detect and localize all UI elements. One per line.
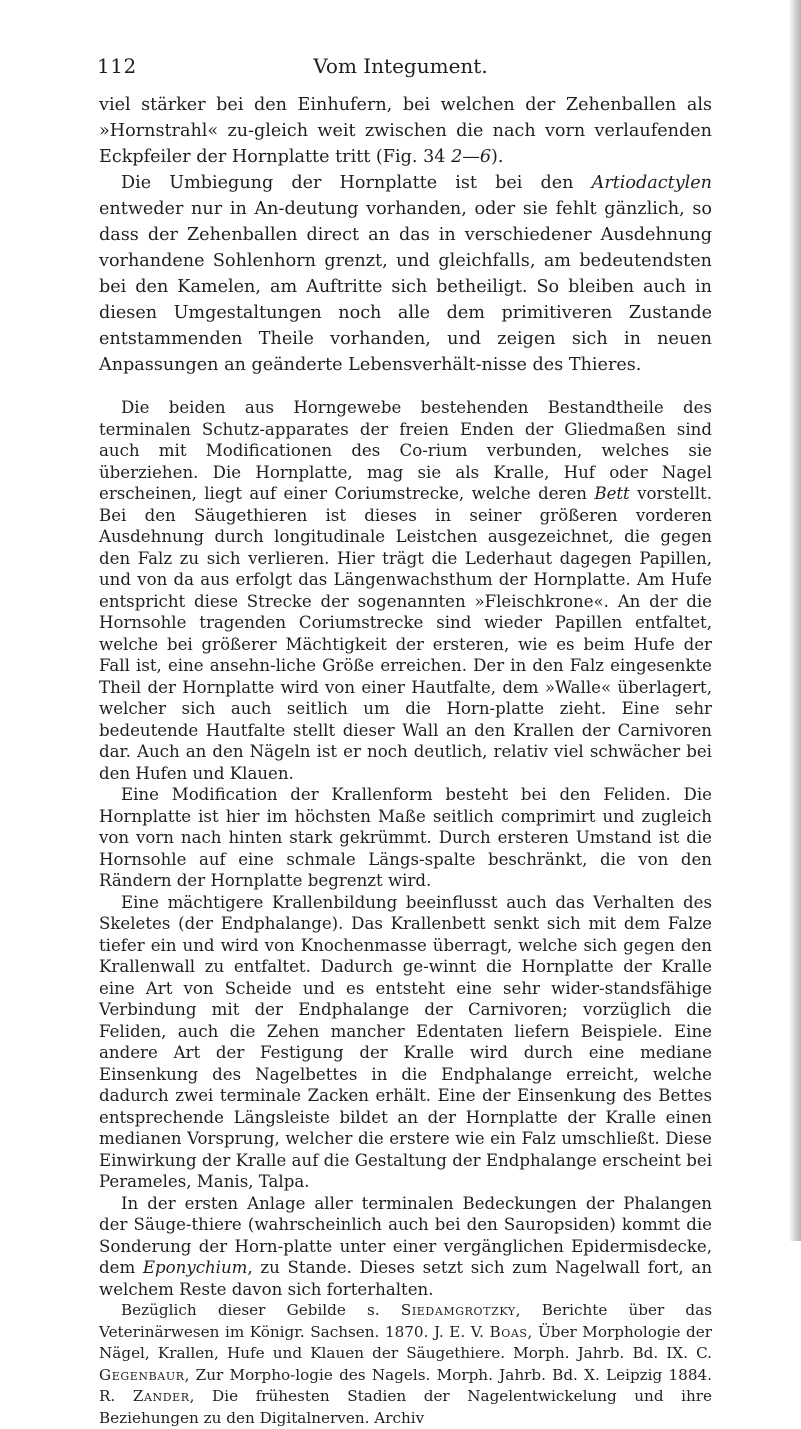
text-run: In der ersten Anlage aller terminalen Bedeckungen der Phalangen der Säuge-thiere (wahrscheinlich auch bei den Sauropsiden) kommt die Sonderung der Horn-platte unter einer vergänglichen Epidermisdecke, dem (99, 1193, 712, 1277)
text-run: Eine Modification der Krallenform besteht bei den Feliden. Die Hornplatte ist hier im höchsten Maße seitlich comprimirt und zugleich von vorn nach hinten stark gekrümmt. Durch ersteren Umstand ist die Hornsohle auf eine schmale Längs-spalte beschränkt, die von den Rändern der Hornplatte begrenzt wird. (99, 785, 712, 890)
text-run: ). (491, 147, 504, 167)
section-gap (99, 378, 712, 397)
paragraph (99, 1193, 712, 1301)
text-run: , Zur Morpho-logie des Nagels. Morph. Jahrb. Bd. X. Leipzig 1884. R. (99, 1365, 712, 1405)
author-name: Gegenbaur (99, 1365, 185, 1384)
paragraph (99, 784, 712, 892)
paragraph (99, 170, 712, 378)
paragraph (99, 397, 712, 784)
text-run: vorstellt. Bei den Säugethieren ist dieses in seiner größeren vorderen Ausdehnung durch longitudinale Leistchen ausgezeichnet, die gegen den Falz zu sich verlieren. Hier trägt die Lederhaut dagegen Papillen, und von da aus erfolgt das Längenwachsthum der Hornplatte. Am Hufe entspricht diese Strecke der sogenannten »Fleischkrone«. An der die Hornsohle tragenden Coriumstrecke sind wieder Papillen entfaltet, welche bei größerer Mächtigkeit der ersteren, wie es beim Hufe der Fall ist, eine ansehn-liche Größe erreichen. Der in den Falz eingesenkte Theil der Hornplatte wird von einer Hautfalte, dem »Walle« überlagert, welcher sich auch seitlich um die Horn-platte zieht. Eine sehr bedeutende Hautfalte stellt dieser Wall an den Krallen der Carnivoren dar. Auch an den Nägeln ist er noch deutlich, relativ viel schwächer bei den Hufen und Klauen. (99, 484, 712, 783)
author-name: Siedamgrotzky (400, 1301, 516, 1319)
italic-term: Eponychium (142, 1258, 248, 1277)
text-run: entweder nur in An-deutung vorhanden, oder sie fehlt gänzlich, so dass der Zehenballen direct an das in verschiedener Ausdehnung vorhandene Sohlenhorn grenzt, und gleichfalls, am bedeutendsten bei den Kamelen, am Auftritte sich betheiligt. So bleiben auch in diesen Umgestaltungen noch alle dem primitiveren Zustande entstammenden Theile vorhanden, und zeigen sich in neuen Anpassungen an geänderte Lebensverhält-nisse des Thieres. (99, 199, 712, 375)
body-text (99, 92, 712, 1429)
text-run: , Berichte über das Veterinärwesen im Königr. Sachsen. 1870. J. E. V. (99, 1301, 713, 1341)
page-header (0, 54, 801, 84)
bibliography-note (99, 1300, 712, 1429)
page-number: 112 (97, 54, 137, 78)
italic-term: Bett (594, 484, 630, 503)
text-run: , Die frühesten Stadien der Nagelentwickelung und ihre Beziehungen zu den Digitalnerven. Archiv (99, 1387, 712, 1427)
running-head: Vom Integument. (313, 54, 488, 78)
text-run: Die beiden aus Horngewebe bestehenden Bestandtheile des terminalen Schutz-apparates der freien Enden der Gliedmaßen sind auch mit Modificationen des Co-rium verbunden, welches sie überziehen. Die Hornplatte, mag sie als Kralle, Huf oder Nagel erscheinen, liegt auf einer Coriumstrecke, welche deren (99, 398, 712, 503)
author-name: Boas (489, 1322, 528, 1341)
page-edge-shadow (789, 0, 801, 1241)
text-run: Eine mächtigere Krallenbildung beeinflusst auch das Verhalten des Skeletes (der Endphalange). Das Krallenbett senkt sich mit dem Falze tiefer ein und wird von Knochenmasse überragt, welche sich gegen den Krallenwall zu entfaltet. Dadurch ge-winnt die Hornplatte der Kralle eine Art von Scheide und es entsteht eine sehr wider-standsfähige Verbindung mit der Endphalange der Carnivoren; vorzüglich die Feliden, auch die Zehen mancher Edentaten liefern Beispiele. Eine andere Art der Festigung der Kralle wird durch eine mediane Einsenkung des Nagelbettes in die Endphalange erreicht, welche dadurch zwei terminale Zacken erhält. Eine der Einsenkung des Bettes entsprechende Längsleiste bildet an der Hornplatte der Kralle einen medianen Vorsprung, welcher die erstere wie ein Falz umschließt. Diese Einwirkung der Kralle auf die Gestaltung der Endphalange erscheint bei Perameles, Manis, Talpa. (99, 892, 712, 1191)
author-name: Zander (132, 1387, 190, 1405)
text-run: viel stärker bei den Einhufern, bei welchen der Zehenballen als »Hornstrahl« zu-gleich weit zwischen die nach vorn verlaufenden Eckpfeiler der Hornplatte tritt (Fig. 34 (99, 95, 712, 167)
paragraph (99, 892, 712, 1193)
text-run: Bezüglich dieser Gebilde s. (121, 1301, 401, 1319)
italic-term: Artiodactylen (591, 173, 712, 193)
italic-term: 2—6 (451, 147, 492, 167)
text-run: Die Umbiegung der Hornplatte ist bei den (121, 173, 592, 193)
text-run: , Über Morphologie der Nägel, Krallen, Hufe und Klauen der Säugethiere. Morph. Jahrb. Bd. IX. C. (99, 1322, 712, 1362)
text-run: , zu Stande. Dieses setzt sich zum Nagelwall fort, an welchem Reste davon sich forterhalten. (99, 1258, 713, 1299)
paragraph (99, 92, 712, 170)
